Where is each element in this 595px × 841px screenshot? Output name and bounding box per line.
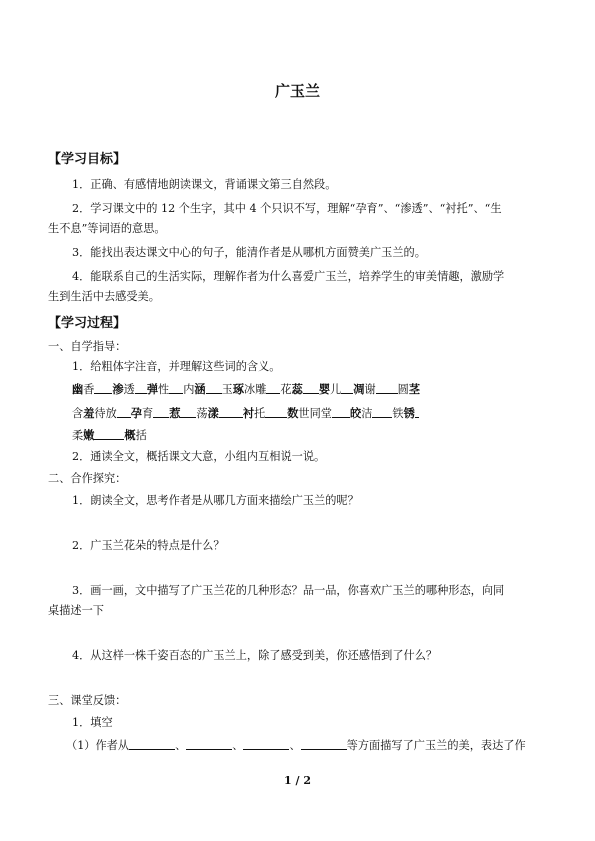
vocab-word: 圆茎 [397, 382, 421, 396]
vocab-word: 概括 [124, 428, 147, 442]
vocab-word: 惹 [169, 406, 181, 420]
page-title: 广玉兰 [274, 82, 320, 100]
fill-blank-3[interactable] [243, 738, 289, 750]
vocab-row-3 [72, 428, 147, 443]
vocab-word: 婴儿 [318, 382, 342, 396]
vocab-word: 含羞待放 [72, 406, 117, 420]
vocab-word: 弹性 [146, 382, 170, 396]
vocab-word: 铁锈 [392, 406, 415, 420]
answer-blank[interactable] [265, 406, 287, 418]
answer-blank[interactable] [415, 406, 419, 418]
answer-blank[interactable] [332, 406, 350, 418]
fill-blank-2[interactable] [186, 738, 232, 750]
objective-2-cont: 生不息”等词语的意思。 [48, 222, 166, 235]
answer-blank[interactable] [206, 382, 222, 394]
answer-blank[interactable] [303, 382, 319, 394]
part1-q1: 1．给粗体字注音，并理解这些词的含义。 [72, 360, 281, 373]
section-heading-process: 【学习过程】 [48, 316, 127, 331]
section-heading-objectives: 【学习目标】 [48, 152, 127, 167]
objective-4: 4．能联系自己的生活实际，理解作者为什么喜爱广玉兰，培养学生的审美情趣，激励学 [72, 270, 505, 283]
part3-q1: 1．填空 [72, 716, 113, 729]
answer-blank[interactable] [169, 382, 183, 394]
answer-blank[interactable] [153, 406, 169, 418]
vocab-word: 内涵 [183, 382, 206, 396]
vocab-word: 皎洁 [350, 406, 373, 420]
answer-blank[interactable] [94, 428, 124, 440]
part2-label: 二、合作探究： [48, 472, 127, 485]
part1-q2: 2．通读全文，概括课文大意，小组内互相说一说。 [72, 450, 326, 463]
part3-label: 三、课堂反馈： [48, 694, 127, 707]
vocab-word: 荡漾 [196, 406, 219, 420]
vocab-row-1 [72, 382, 420, 397]
answer-blank[interactable] [219, 406, 243, 418]
answer-blank[interactable] [266, 382, 280, 394]
vocab-word: 凋谢 [353, 382, 376, 396]
vocab-word: 幽香 [72, 382, 95, 396]
vocab-row-2 [72, 406, 419, 421]
part2-q2: 2．广玉兰花朵的特点是什么？ [72, 539, 225, 552]
answer-blank[interactable] [135, 382, 147, 394]
vocab-word: 柔嫩 [72, 428, 95, 442]
answer-blank[interactable] [372, 406, 392, 418]
answer-blank[interactable] [94, 382, 112, 394]
vocab-word: 花蕊 [280, 382, 303, 396]
part2-q1: 1．朗读全文，思考作者是从哪几方面来描绘广玉兰的呢？ [72, 494, 359, 507]
answer-blank[interactable] [341, 382, 353, 394]
fill-blank-1[interactable] [129, 738, 175, 750]
answer-blank[interactable] [117, 406, 131, 418]
answer-blank[interactable] [180, 406, 196, 418]
objective-3: 3．能找出表达课文中心的句子，能清作者是从哪机方面赞美广玉兰的。 [72, 246, 426, 259]
objective-4-cont: 生到生活中去感受美。 [48, 290, 160, 303]
objective-1: 1．正确、有感情地朗读课文，背诵课文第三自然段。 [72, 178, 337, 191]
vocab-word: 衬托 [242, 406, 266, 420]
part1-label: 一、自学指导： [48, 340, 127, 353]
page-number: 1 / 2 [284, 774, 311, 787]
part2-q3-cont: 桌描述一下 [48, 604, 104, 617]
answer-blank[interactable] [376, 382, 398, 394]
vocab-word: 玉琢冰雕 [221, 382, 267, 396]
vocab-word: 渗透 [112, 382, 135, 396]
part2-q3: 3．画一画，文中描写了广玉兰花的几种形态？品一品，你喜欢广玉兰的哪种形态，向同 [72, 584, 505, 597]
objective-2: 2．学习课文中的 12 个生字，其中 4 个只识不写，理解“孕育”、“渗透”、“衬托”、“生 [72, 202, 502, 215]
fill-blank-4[interactable] [301, 738, 347, 750]
fill-in-sentence: （1）作者从 、 、 、 等方面描写了广玉兰的美，表达了作 [66, 739, 526, 752]
part2-q4: 4．从这样一株千姿百态的广玉兰上，除了感受到美，你还感悟到了什么？ [72, 649, 438, 662]
vocab-word: 孕育 [130, 406, 154, 420]
vocab-word: 数世同堂 [287, 406, 332, 420]
